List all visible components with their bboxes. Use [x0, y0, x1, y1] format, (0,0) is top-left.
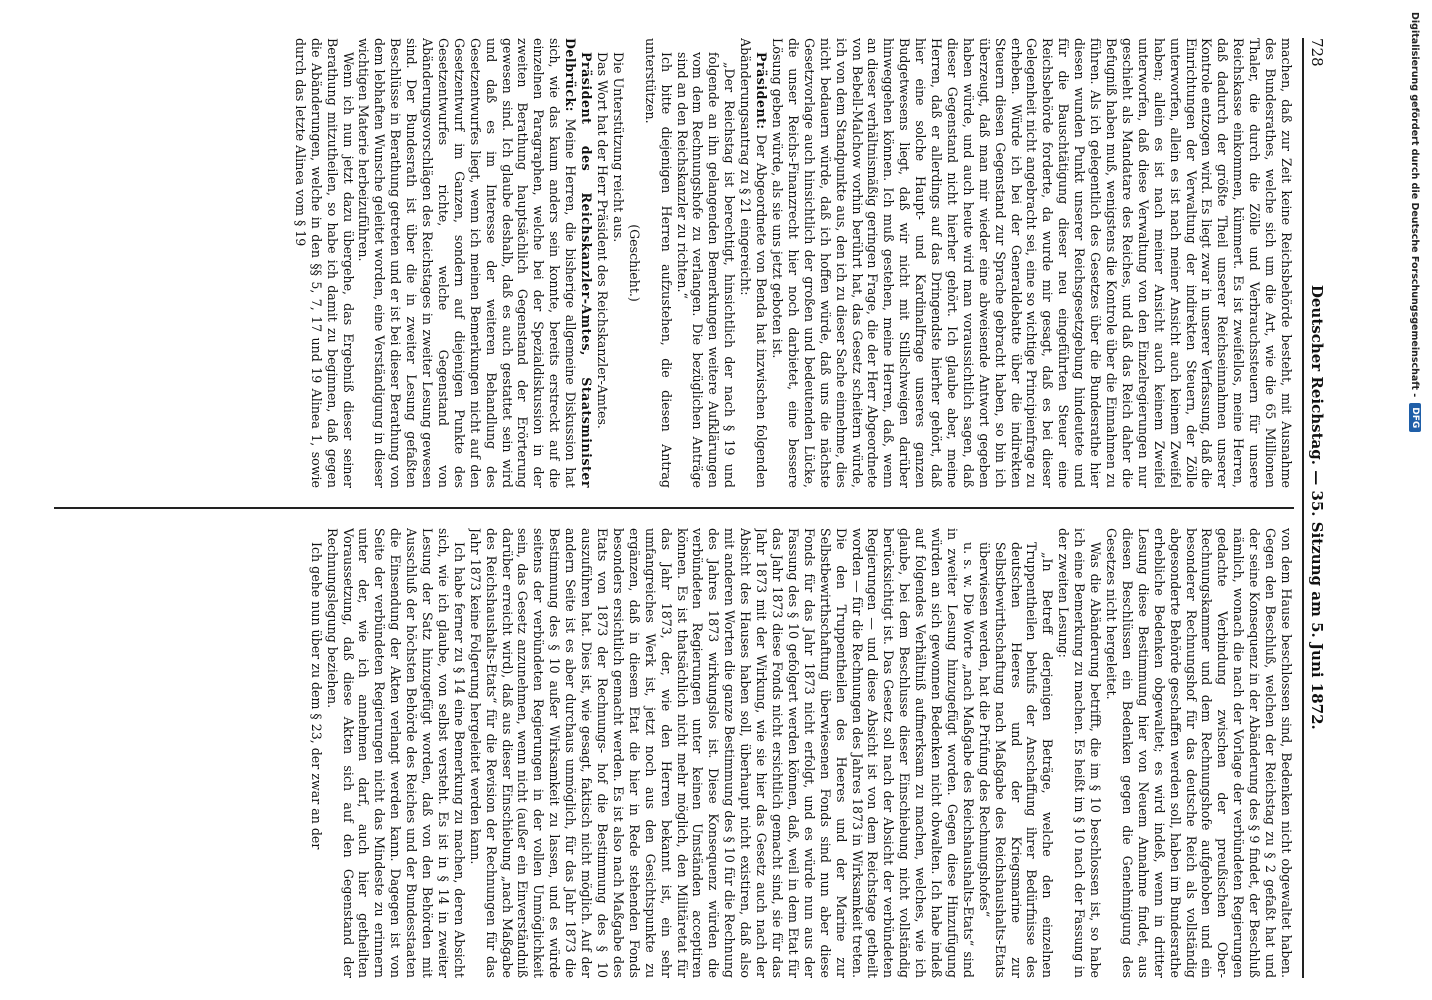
- paragraph: [308, 528, 324, 978]
- paragraph-text: von dem Hause beschlossen sind, Bedenken nicht obgewaltet haben. Gegen den Beschluß, welchen der Reichstag zu § 2 gefaßt hat und der seine Konsequenz in der Abänderung des § 9 findet, der Beschluß nämlich, wonach die nach der Vorlage der verbündeten Regierungen gedachte Verbindung zwischen der preußischen Ober-Rechnungskammer und dem Rechnungshofe aufgehoben und ein besonderer Rechnungshof für das deutsche Reich als vollständig abgesonderte Behörde geschaffen werden soll, haben im Bundesrathe erhebliche Bedenken obgewaltet; es wird indeß, wenn in dritter Lesung diese Bestimmung hier von Neuem Annahme findet, aus diesen Beschlüssen ein Bedenken gegen die Genehmigung des Gesetzes nicht hergeleitet.: [1104, 528, 1294, 978]
- page-body: [54, 38, 1294, 978]
- paragraph-text: Die Unterstützung reicht aus.: [610, 52, 626, 243]
- paragraph: [642, 38, 674, 488]
- journal-title: Deutscher Reichstag.: [1308, 284, 1326, 465]
- paragraph-text: Das Wort hat der Herr Präsident des Reichskanzler-Amtes.: [595, 52, 611, 429]
- text-column-left: [54, 38, 1294, 488]
- text-column-right: [54, 528, 1294, 978]
- paragraph: [674, 38, 738, 488]
- paragraph: [626, 38, 642, 488]
- title-dash: —: [1308, 470, 1326, 486]
- paragraph: [737, 38, 769, 488]
- dfg-logo: DFG: [1409, 403, 1421, 432]
- paragraph-text: „In Betreff derjenigen Beträge, welche den einzelnen Truppentheilen behufs der Anschaffung ihrer Bedürfnisse des deutschen Heeres und der Kriegsmarine zur Selbstbewirthschaftung nach Maßgabe des Reichshaushalts-Etats überwiesen werden, hat die Prüfung des Rechnungshofes“: [976, 542, 1056, 978]
- column-divider: [54, 507, 1294, 509]
- paragraph: [292, 38, 356, 488]
- paragraph-text: machen, daß zur Zeit keine Reichsbehörde besteht, mit Ausnahme des Bundesrathes, welche sich um die Art, wie die 65 Millionen Thaler, die durch die Zölle und Verbrauchssteuern für unsere Reichskasse einkommen, kümmert. Es ist zweifellos, meine Herren, daß dadurch der größte Theil unserer Reichseinnahmen unserer Kontrole entzogen wird. Es liegt zwar in unserer Verfassung, daß die Einrichtungen der Verwaltung der indirekten Steuern, der Zölle unterworfen, allein es ist nach meiner Ansicht auch keinem Zweifel haben; allein es ist nach meiner Ansicht auch keinem Zweifel unterworfen, daß diese Verwaltung von den Einzelregierungen nur geschieht als Mandatare des Reiches, und daß das Reich daher die Befugniß haben muß, wenigstens die Kontrole über die Einnahmen zu führen. Als ich gelegentlich des Gesetzes über die Bundesrathe hier diesen wunden Punkt unserer Reichsgesetzgebung hindeutete und für die Bauschtätigung dieser neu eingeführten Steuer eine Reichsbehörde forderte, da wurde mir gesagt, daß es bei dieser Gelegenheit nicht angebracht sei, eine so wichtige Principienfrage zu erheben. Würde ich bei der Generaldebatte über die indirekten Steuern diesen Gegenstand zur Sprache gebracht haben, so bin ich überzeugt, daß man mir wieder eine abweisende Antwort gegeben haben würde, und auch heute wird man voraussichtlich sagen, daß dieser Gegenstand nicht hierher gehört. Ich glaube aber, meine Herren, daß er allerdings auf das Dringendste hierher gehört, daß hier eine solche Haupt- und Kardinalfrage unseres ganzen Budgetwesens liegt, daß wir nicht mit Stillschweigen darüber hinweggehen können. Ich muß gestehen, meine Herren, daß, wenn an dieser verhältnismäßig geringen Frage, die der Herr Abgeordnete von Bebell-Malchow vorhin berührt hat, das Gesetz scheitern würde, ich von dem Standpunkte aus, den ich zu dieser Sache einnehme, dies nicht bedauern würde, daß ich hoffen würde, daß uns die nächste Gesetzvorlage auch hinsichtlich der großen und bedeutenden Lücke, die unser Reichs-Finanzrecht hier noch darbietet, eine bessere Lösung geben würde, als sie uns jetzt geboten ist.: [770, 38, 1294, 488]
- paragraph-text: Meine Herren, die bisherige allgemeine Diskussion hat sich, wie das kaum anders sein konnte, bereits erstreckt auf die einzelnen Paragraphen, welche bei der Spezialdiskussion in der zweiten Berathung hauptsächlich Gegenstand der Erörterung gewesen sind. Ich glaube deshalb, daß es auch gestattet sein wird und daß es im Interesse der weiteren Behandlung des Gesetzentwurfes liegt, wenn ich meinen Bemerkungen nicht auf den Gesetzentwurf im Ganzen, sondern auf diejenigen Punkte des Gesetzentwurfes richte, welche Gegenstand von Abänderungsvorschlägen des Reichstages in zweiter Lesung gewesen sind. Der Bundesrath ist über die in zweiter Lesung gefaßten Beschlüsse in Berathung getreten und er ist bei dieser Berathung von dem lebhaften Wunsche geleitet worden, eine Verständigung in dieser wichtigen Materie herbeizuführen.: [356, 38, 579, 488]
- paragraph-text: Ich habe ferner zu § 14 eine Bemerkung zu machen, deren Absicht sich, wie ich glaube, von selbst versteht. Es ist in § 14 in zweiter Lesung der Satz hinzugefügt worden, daß von den Behörden mit Ausschluß der höchsten Behörde des Reiches und der Bundesstaaten die Einsendung der Akten verlangt werden kann. Dagegen ist von Seite der verbündeten Regierungen nicht das Mindeste zu erinnern unter der, wie ich annehmen darf, auch hier getheilten Voraussetzung, daß diese Akten sich auf den Gegenstand der Rechnungslegung beziehen.: [324, 528, 467, 978]
- paragraph: [769, 38, 1294, 488]
- paragraph-text: Der Abgeordnete von Benda hat inzwischen folgenden Abänderungsantrag zu § 21 eingereicht:: [738, 38, 770, 488]
- paragraph: [976, 528, 1056, 978]
- session-title: 35. Sitzung am 5. Juni 1872.: [1308, 490, 1326, 730]
- paragraph: [1103, 528, 1294, 978]
- speaker-name: Präsident:: [754, 52, 770, 130]
- running-title: [1308, 285, 1326, 730]
- paragraph-text: Ich gehe nun über zu dem § 23, der zwar an der: [308, 542, 324, 850]
- paragraph-text: (Geschieht.): [626, 224, 642, 302]
- credit-text: Digitalisierung gefördert durch die Deutsche Forschungsgemeinschaft -: [1409, 12, 1421, 398]
- paragraph: [356, 38, 595, 488]
- page-header: [1302, 38, 1336, 978]
- paragraph: [324, 528, 467, 978]
- paragraph-text: Wenn ich nun jetzt dazu übergehe, das Ergebniß dieser seiner Berathung mitzutheilen, so habe ich damit zu beginnen, daß gegen die Abänderungen, welche in den §§ 5, 7, 17 und 19 Alinea 1, sowie durch das letzte Alinea vom § 19: [292, 38, 356, 488]
- paragraph-text: „Der Reichstag ist berechtigt, hinsichtlich der nach § 19 und folgende an ihn gelangenden Bemerkungen weitere Aufklärungen vom dem Rechnungshofe zu verlangen. Die bezüglichen Anträge sind an den Reichskanzler zu richten.“: [674, 52, 738, 488]
- paragraph: [467, 528, 976, 978]
- paragraph: [1055, 528, 1103, 978]
- paragraph-text: Was die Abänderung betrifft, die im § 10 beschlossen ist, so habe ich eine Bemerkung zu machen. Es heißt im § 10 nach der Fassung in der zweiten Lesung:: [1056, 528, 1104, 978]
- paragraph-text: Ich bitte diejenigen Herren aufzustehen, die diesen Antrag unterstützen.: [642, 38, 674, 488]
- paragraph-text: u. s. w. Die Worte „nach Maßgabe des Reichshaushalts-Etats“ sind in zweiter Lesung hinzugefügt worden. Gegen diese Hinzufügung würden an sich gewonnen Bedenken nicht obwalten. Ich habe indeß auf folgendes Verhältniß aufmerksam zu machen, welches, wie ich glaube, bei dem Beschlusse dieser Einschiebung nicht vollständig berücksichtigt ist. Das Gesetz soll nach der Absicht der verbündeten Regierungen — und diese Absicht ist von dem Reichstage getheilt worden — für die Rechnungen des Jahres 1873 in Wirksamkeit treten. Die den Truppentheilen des Heeres und der Marine zur Selbstbewirthschaftung überwiesenen Fonds sind nun aber diese Fonds für das Jahr 1873 nicht erfolgt, und es würde nun aus der Fassung des § 10 gefolgert werden können, daß, weil in dem Etat für das Jahr 1873 diese Fonds nicht ersichtlich gemacht sind, sie für das Jahr 1873 mit der Wirkung, wie sie hier das Gesetz auch nach der Absicht des Hauses haben soll, überhaupt nicht existiren, daß also mit anderen Worten die ganze Bestimmung des § 10 für die Rechnung des Jahres 1873 wirkungslos ist. Diese Konsequenz würden die verbündeten Regierungen unter keinen Umständen acceptiren können. Es ist thatsächlich nicht mehr möglich, den Militäretat für das Jahr 1873, der, wie den Herren bekannt ist, ein sehr umfangreiches Werk ist, jetzt noch aus den Gesichtspunkte zu ergänzen, daß in diesem Etat die hier in Rede stehenden Fonds besonders ersichtlich gemacht werden. Es ist also nach Maßgabe des Etats von 1873 der Rechnungs- hof die Bestimmung des § 10 auszuführen hat. Dies ist, wie gesagt, faktisch nicht möglich. Auf der andern Seite ist es aber durchaus unmöglich, für das Jahr 1873 die Bestimmung des § 10 außer Wirksamkeit zu lassen, und es würde seitens der verbündeten Regierungen in der vollen Unmöglichkeit sein, das Gesetz anzunehmen, wenn nicht (außer ein Einverständniß darüber erreicht wird), daß aus dieser Einschiebung „nach Maßgabe des Reichshaushalts-Etats“ für die Revision der Rechnungen für das Jahr 1873 keine Folgerung hergeleitet werden kann.: [467, 528, 976, 978]
- digitization-credit: [1404, 12, 1426, 612]
- page-number: 728: [1308, 38, 1326, 67]
- speaker-name: Präsident des Reichskanzler-Amtes, Staatsminister Delbrück:: [563, 38, 595, 488]
- paragraph: [594, 38, 610, 488]
- paragraph: [610, 38, 626, 488]
